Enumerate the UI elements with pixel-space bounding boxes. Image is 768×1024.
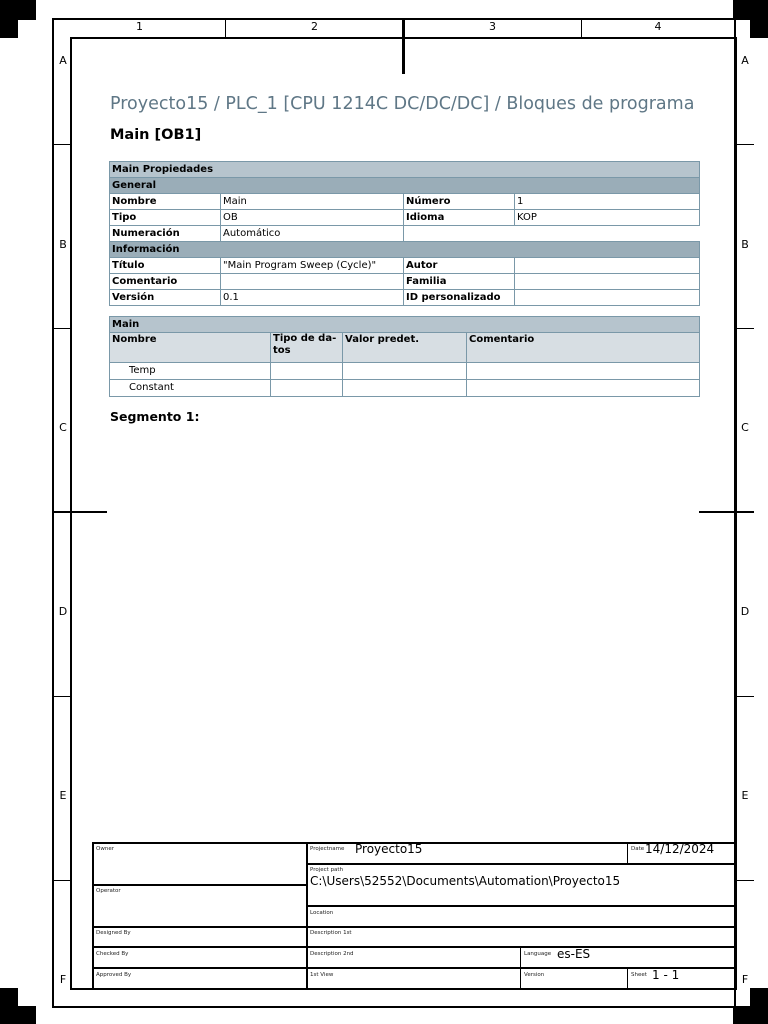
checked-by-label: Checked By (96, 951, 129, 957)
description-2nd-label: Description 2nd (310, 951, 354, 957)
properties-table (109, 161, 700, 306)
corner-mark-bl-v (0, 988, 18, 1024)
version-label: Versión (110, 290, 221, 306)
column-label-4: 4 (654, 20, 662, 33)
row-divider (736, 696, 754, 697)
col-header-comentario: Comentario (467, 333, 700, 363)
date-label: Date (631, 846, 645, 852)
interface-row-temp: Temp (110, 363, 271, 380)
empty-cell (467, 363, 700, 380)
empty-cell (343, 363, 467, 380)
row-divider (736, 144, 754, 145)
approved-by-label: Approved By (96, 972, 132, 978)
empty-cell (343, 380, 467, 397)
corner-mark-tr-v (750, 0, 768, 38)
block-title: Main [OB1] (110, 127, 202, 143)
row-label-e-right: E (741, 789, 749, 802)
row-label-f-right: F (741, 973, 749, 986)
idioma-label: Idioma (404, 210, 515, 226)
row-divider (52, 696, 70, 697)
tb-divider (92, 884, 307, 886)
empty-cell (467, 380, 700, 397)
tipo-value: OB (221, 210, 404, 226)
designed-by-label: Designed By (96, 930, 131, 936)
comentario-label: Comentario (110, 274, 221, 290)
row-label-c-right: C (741, 421, 749, 434)
tb-divider (627, 968, 628, 990)
row-label-c-left: C (59, 421, 67, 434)
sheet-label: Sheet (631, 972, 647, 978)
version-value: 0.1 (221, 290, 404, 306)
numeracion-label: Numeración (110, 226, 221, 242)
comentario-value (221, 274, 404, 290)
autor-value (515, 258, 700, 274)
row-label-b-right: B (741, 238, 749, 251)
first-view-label: 1st View (310, 972, 334, 978)
col-header-tipo-datos: Tipo de da- tos (271, 333, 343, 363)
corner-mark-tl-v (0, 0, 18, 38)
numeracion-value: Automático (221, 226, 404, 242)
titulo-value: "Main Program Sweep (Cycle)" (221, 258, 404, 274)
titulo-label: Título (110, 258, 221, 274)
column-divider (581, 19, 582, 37)
row-divider (52, 144, 70, 145)
tb-divider (92, 926, 735, 928)
row-label-b-left: B (59, 238, 67, 251)
properties-section-title: Main Propiedades (110, 162, 700, 178)
row-label-a-right: A (741, 54, 749, 67)
tb-divider (627, 842, 628, 864)
nombre-label: Nombre (110, 194, 221, 210)
column-label-3: 3 (489, 20, 496, 33)
general-section-title: General (110, 178, 700, 194)
corner-mark-br-v (750, 988, 768, 1024)
center-mark-right (699, 511, 754, 513)
row-label-d-left: D (58, 605, 68, 618)
tb-divider (306, 863, 735, 865)
idioma-value: KOP (515, 210, 700, 226)
row-label-e-left: E (59, 789, 67, 802)
owner-label: Owner (96, 846, 114, 852)
informacion-section-title: Información (110, 242, 700, 258)
numero-value: 1 (515, 194, 700, 210)
empty-cell (271, 363, 343, 380)
row-label-d-right: D (740, 605, 750, 618)
projectname-value: Proyecto15 (355, 842, 423, 856)
tipo-label: Tipo (110, 210, 221, 226)
project-path-label: Project path (310, 867, 344, 873)
location-label: Location (310, 910, 334, 916)
tb-divider (306, 905, 735, 907)
version-label-tb: Version (524, 972, 545, 978)
row-label-f-left: F (59, 973, 67, 986)
empty-cell (271, 380, 343, 397)
language-label: Language (524, 951, 552, 957)
project-path-value: C:\Users\52552\Documents\Automation\Proyecto15 (310, 874, 621, 888)
projectname-label: Projectname (310, 846, 345, 852)
interface-row-constant: Constant (110, 380, 271, 397)
tb-divider (92, 946, 735, 948)
column-divider (225, 19, 226, 37)
date-value: 14/12/2024 (645, 842, 715, 856)
numero-label: Número (404, 194, 515, 210)
tb-divider (92, 967, 735, 969)
col-header-valor-predet: Valor predet. (343, 333, 467, 363)
page-title: Proyecto15 / PLC_1 [CPU 1214C DC/DC/DC] / Bloques de programa (110, 94, 695, 114)
col-header-nombre: Nombre (110, 333, 271, 363)
row-divider (736, 328, 754, 329)
language-value: es-ES (557, 947, 591, 961)
segment-title: Segmento 1: (110, 409, 200, 424)
nombre-value: Main (221, 194, 404, 210)
operator-label: Operator (96, 888, 121, 894)
row-divider (52, 880, 70, 881)
sheet-value: 1 - 1 (652, 968, 680, 982)
id-personalizado-label: ID personalizado (404, 290, 515, 306)
row-divider (736, 880, 754, 881)
interface-section-title: Main (110, 317, 700, 333)
center-mark-left (52, 511, 107, 513)
interface-table (109, 316, 700, 397)
familia-label: Familia (404, 274, 515, 290)
column-label-2: 2 (311, 20, 318, 33)
id-personalizado-value (515, 290, 700, 306)
row-divider (52, 328, 70, 329)
row-label-a-left: A (59, 54, 67, 67)
description-1st-label: Description 1st (310, 930, 352, 936)
empty-cell (404, 226, 700, 242)
center-mark-top (402, 19, 405, 74)
familia-value (515, 274, 700, 290)
autor-label: Autor (404, 258, 515, 274)
column-label-1: 1 (136, 20, 143, 33)
